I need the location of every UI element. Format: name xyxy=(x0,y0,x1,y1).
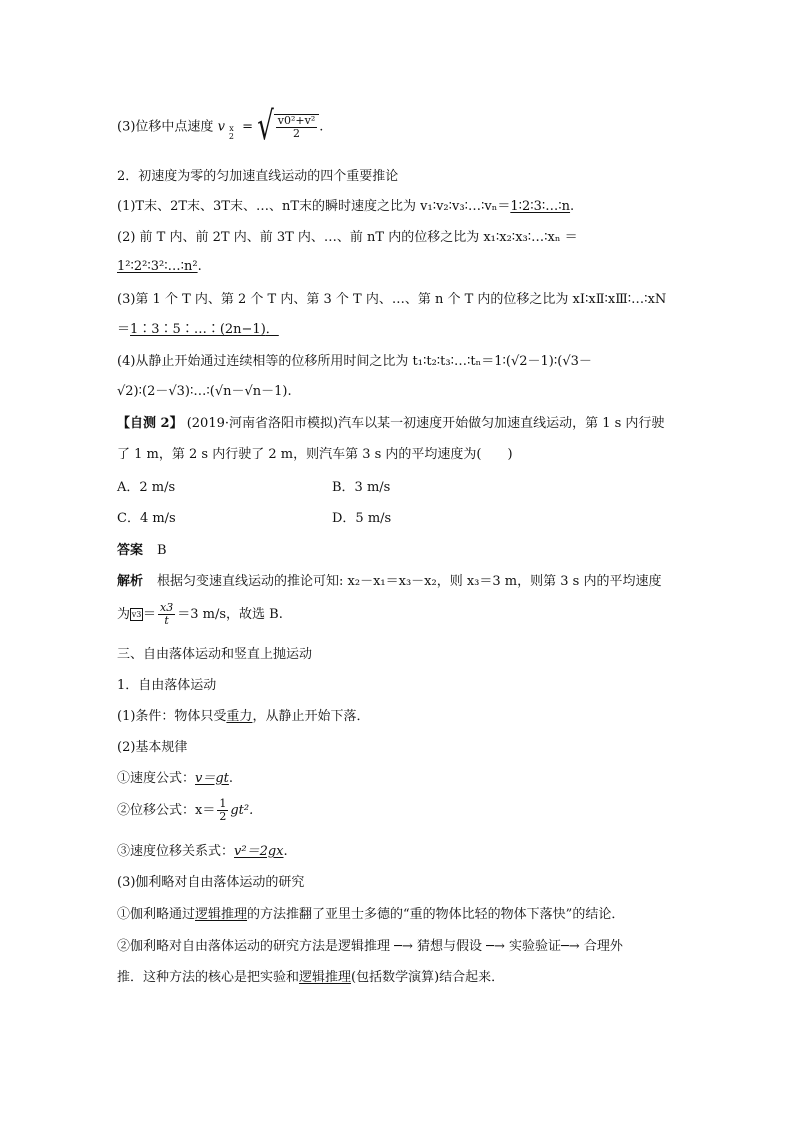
analysis-line-2: 为 v3 ＝ $\frac{x3}{t}$ ＝3 m/s，故选 B. xyxy=(117,601,283,627)
inference-1-text: (1)T末、2T末、3T末、…、nT末的瞬时速度之比为 v₁∶v₂∶v₃∶…∶vₙ＝ xyxy=(117,199,511,214)
self-test-tag: 【自测 2】 xyxy=(117,416,183,431)
inference-1 xyxy=(117,198,574,216)
option-a: A．2 m/s xyxy=(117,480,176,495)
analysis-label: 解析 xyxy=(117,574,144,589)
analysis-text: 根据匀变速直线运动的推论可知: x₂－x₁＝x₃－x₂，则 x₃＝3 m，则第 3 s 内的平均速度 xyxy=(157,574,662,589)
period: . xyxy=(570,199,575,214)
inference-2-answer: 1²∶2²∶3²∶…∶n² xyxy=(117,259,198,274)
period: . xyxy=(197,259,202,274)
analysis-prefix: 为 xyxy=(117,607,131,622)
condition-answer: 重力 xyxy=(226,709,253,724)
condition-text: (1)条件：物体只受 xyxy=(117,709,227,724)
inference-2: (2) 前 T 内、前 2T 内、前 3T 内、…、前 nT 内的位移之比为 x₁∶x₂∶x₃∶…∶xₙ ＝ xyxy=(117,230,578,245)
galileo-2-text: 推．这种方法的核心是把实验和 xyxy=(117,970,300,985)
sqrt-denominator: 2 xyxy=(293,127,300,140)
period: . xyxy=(319,119,324,135)
displacement-formula-label: ②位移公式：x＝ xyxy=(117,803,216,818)
basic-laws-heading: (2)基本规律 xyxy=(117,740,188,755)
velocity-displacement-line xyxy=(117,843,288,861)
velocity-displacement-formula: v²＝2gx xyxy=(234,844,284,859)
velocity-formula-label: ①速度公式： xyxy=(117,771,196,786)
subsection-free-fall: 1．自由落体运动 xyxy=(117,678,217,693)
midpoint-velocity-label: (3)位移中点速度 xyxy=(117,119,218,135)
galileo-1-text: ①伽利略通过 xyxy=(117,907,196,922)
inference-3-answer: 1∶3∶5∶…∶(2n−1) xyxy=(130,322,266,337)
displacement-formula-rest: gt². xyxy=(230,803,254,818)
velocity-fraction xyxy=(158,602,175,627)
sqrt-expression: √ $\frac{\text{v0²+v²}}{2}$ xyxy=(257,114,319,140)
average-velocity-symbol: v3 xyxy=(131,610,142,619)
self-test-text: (2019·河南省洛阳市模拟)汽车以某一初速度开始做匀加速直线运动，第 1 s 内行驶 xyxy=(182,416,665,431)
period: . xyxy=(228,771,234,786)
galileo-1-answer: 逻辑推理 xyxy=(195,907,248,922)
inference-2-answer-line xyxy=(117,258,202,276)
equals-sign: ＝ xyxy=(117,322,131,337)
galileo-point-2: ②伽利略对自由落体运动的研究方法是逻辑推理 ─→ 猜想与假设 ─→ 实验验证─→ 合理外 xyxy=(117,939,623,954)
period: ． xyxy=(265,322,279,337)
galileo-2-answer: 逻辑推理 xyxy=(299,970,352,985)
inference-3-answer-line xyxy=(117,321,279,339)
half-numerator: 1 xyxy=(219,797,227,810)
option-b: B．3 m/s xyxy=(332,480,391,495)
half-fraction xyxy=(217,798,228,823)
condition-post: ，从静止开始下落． xyxy=(252,709,370,724)
inference-4-cont: √2)∶(2－√3)∶…∶(√n－√n－1). xyxy=(117,384,292,399)
galileo-heading: (3)伽利略对自由落体运动的研究 xyxy=(117,875,305,890)
analysis-line-1 xyxy=(117,573,661,591)
self-test-question-cont: 了 1 m，第 2 s 内行驶了 2 m，则汽车第 3 s 内的平均速度为( ) xyxy=(117,447,513,462)
condition-line xyxy=(117,708,369,726)
sqrt-numerator: v0²+v² xyxy=(277,114,316,127)
galileo-point-2-cont xyxy=(117,969,504,987)
answer-line xyxy=(117,542,167,560)
velocity-symbol: v xyxy=(217,119,225,135)
galileo-point-1 xyxy=(117,906,624,924)
subscript-fraction: x 2 xyxy=(228,123,235,141)
inference-1-answer: 1∶2∶3∶…∶n xyxy=(510,199,571,214)
analysis-result: ＝3 m/s，故选 B. xyxy=(177,607,283,622)
option-d: D．5 m/s xyxy=(332,511,392,526)
fraction-denominator: t xyxy=(164,614,169,627)
section-heading-2: 2．初速度为零的匀加速直线运动的四个重要推论 xyxy=(117,169,399,184)
section-heading-3: 三、自由落体运动和竖直上抛运动 xyxy=(117,647,313,662)
option-c: C．4 m/s xyxy=(117,511,176,526)
answer-value: B xyxy=(157,543,167,558)
displacement-formula-line xyxy=(117,798,253,823)
velocity-formula-line xyxy=(117,770,233,788)
midpoint-velocity-line xyxy=(117,104,324,150)
self-test-question xyxy=(117,415,664,433)
equals-sign: = xyxy=(238,119,258,135)
half-denominator: 2 xyxy=(219,810,227,823)
answer-label: 答案 xyxy=(117,543,144,558)
galileo-2-post: (包括数学演算)结合起来． xyxy=(351,970,505,985)
inference-4: (4)从静止开始通过连续相等的位移所用时间之比为 t₁∶t₂∶t₃∶…∶tₙ＝1∶(√2－1)∶(√3－ xyxy=(117,354,592,369)
velocity-formula: v＝gt xyxy=(195,771,229,786)
galileo-1-post: 的方法推翻了亚里士多德的“重的物体比轻的物体下落快”的结论． xyxy=(247,907,625,922)
fraction-numerator: x3 xyxy=(160,601,174,614)
velocity-displacement-label: ③速度位移关系式： xyxy=(117,844,235,859)
inference-3: (3)第 1 个 T 内、第 2 个 T 内、第 3 个 T 内、…、第 n 个 T 内的位移之比为 xⅠ∶xⅡ∶xⅢ∶…∶xN xyxy=(117,292,667,307)
period: . xyxy=(283,844,288,859)
